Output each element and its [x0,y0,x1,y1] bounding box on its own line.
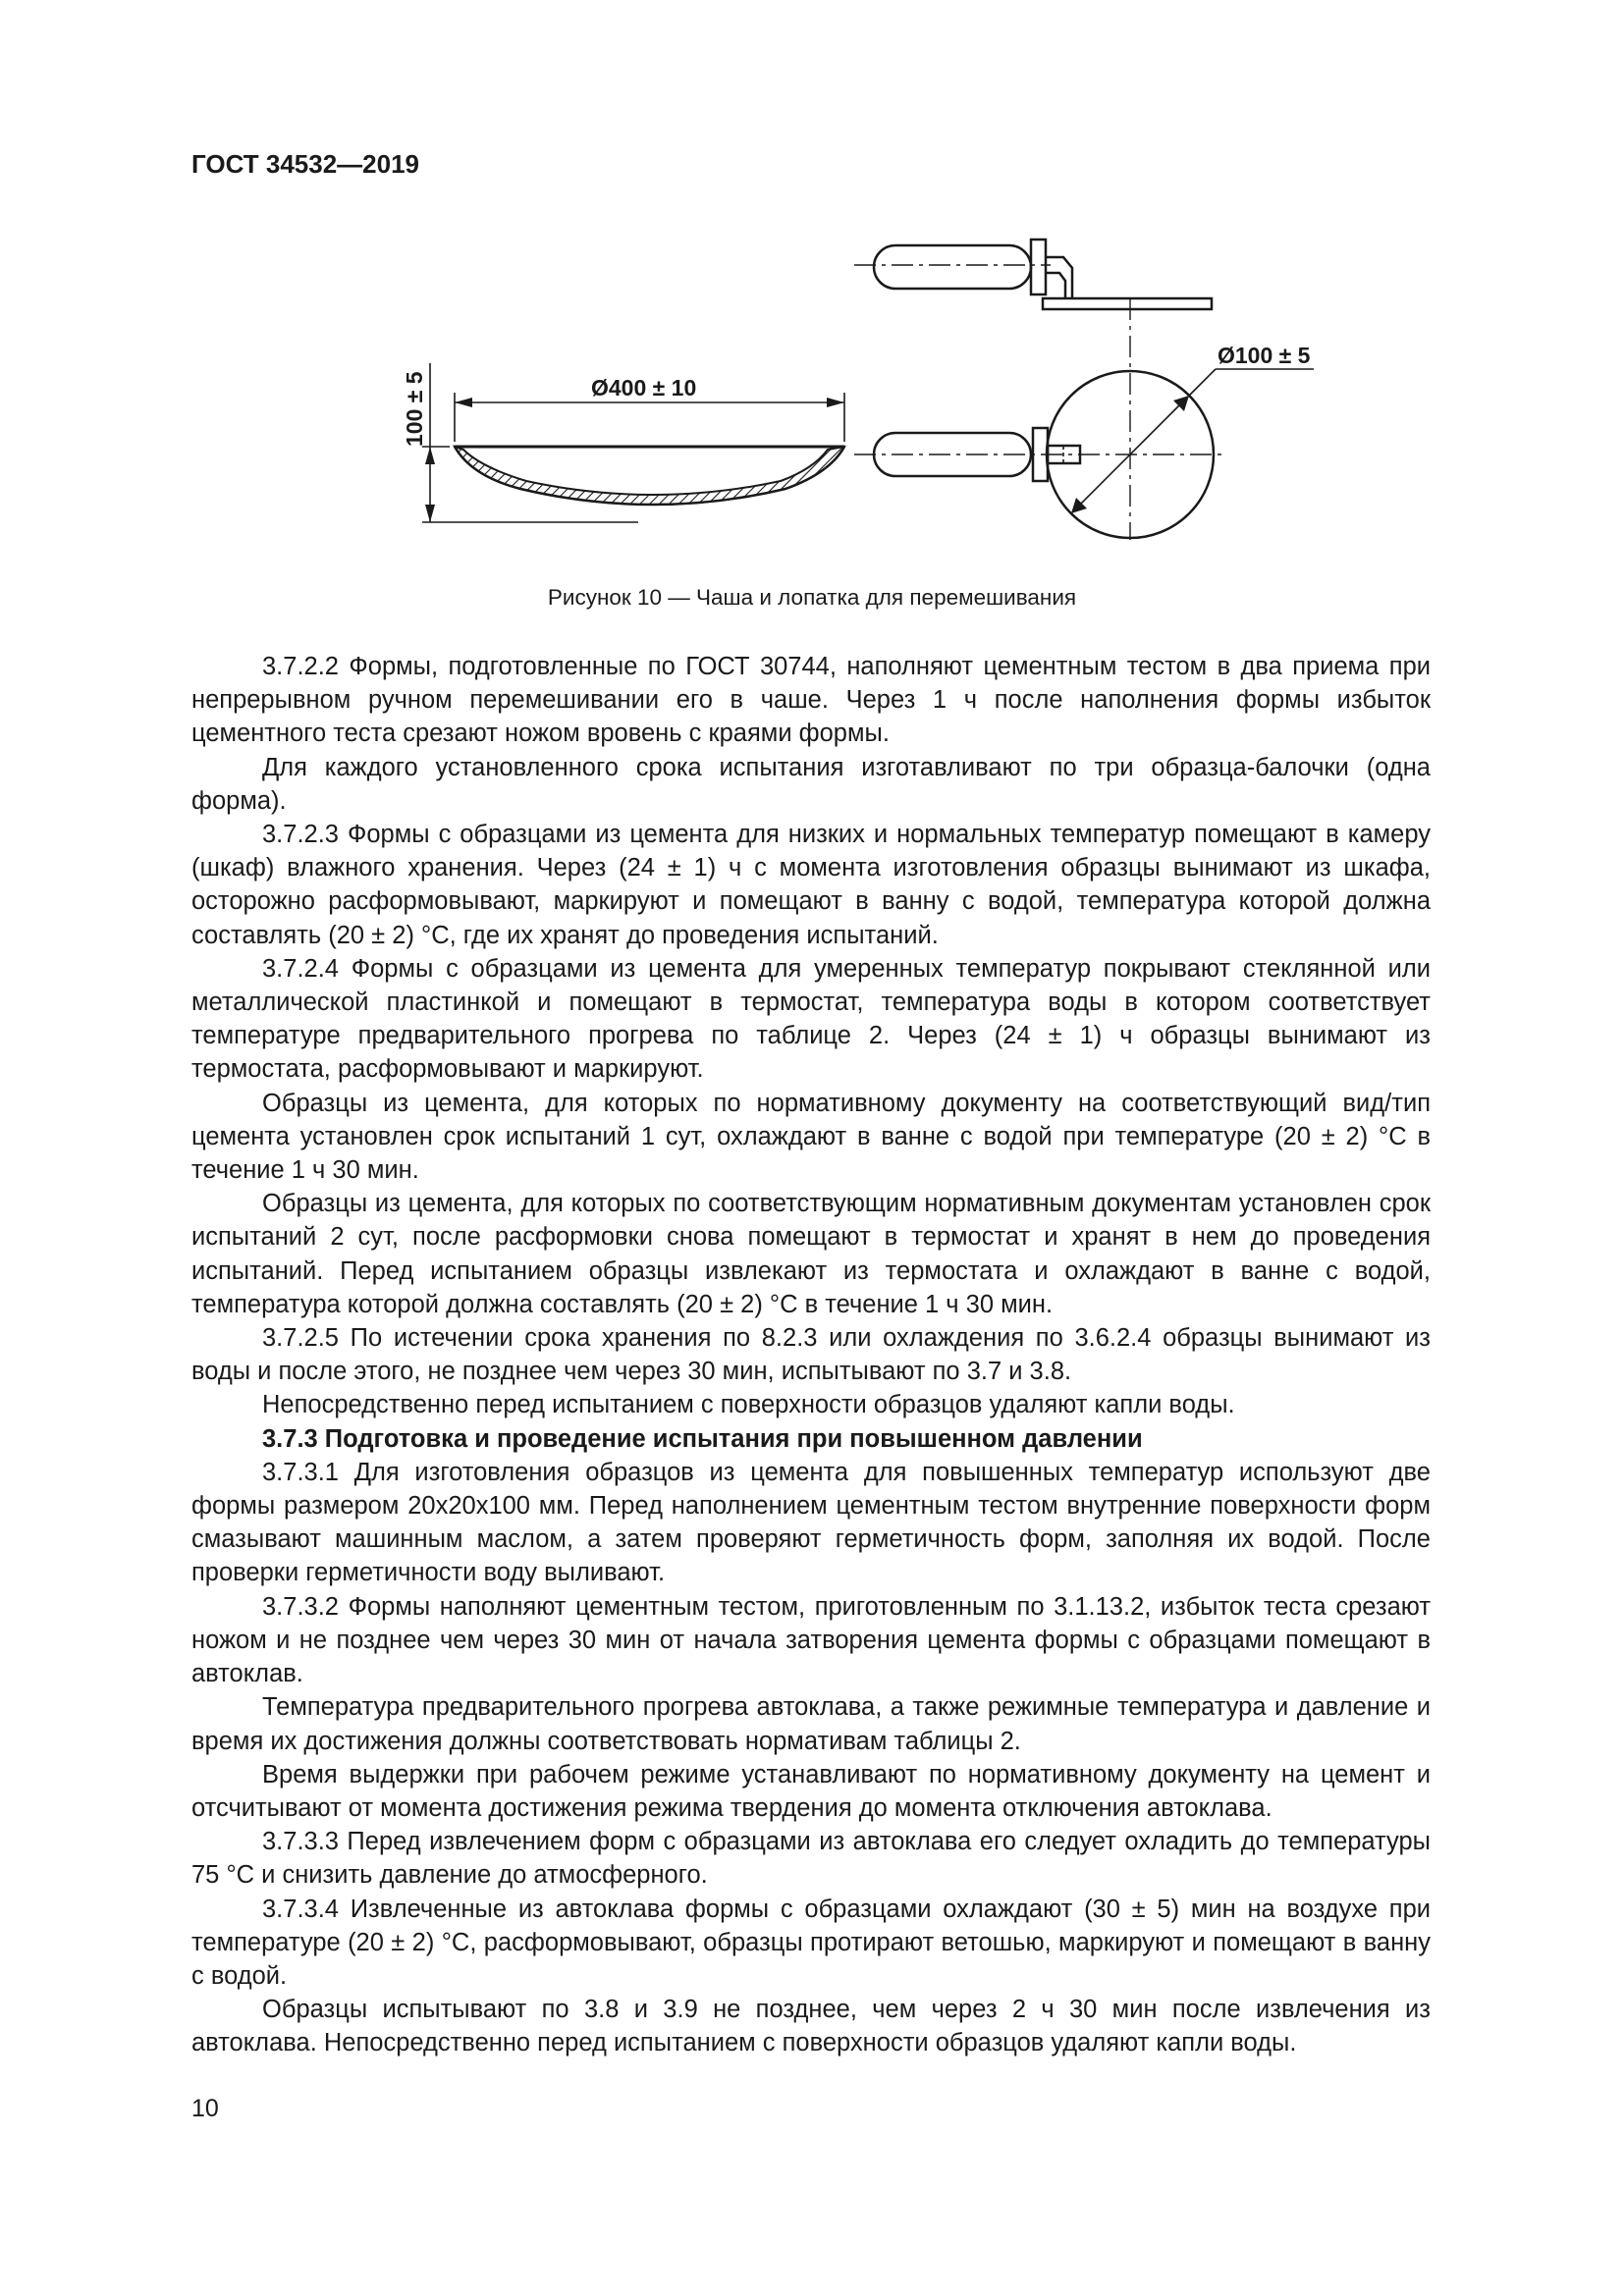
paddle-diameter-dimension [1071,369,1314,513]
paragraph: Температура предварительного прогрева автоклава, а также режимные температура и давление и время их достижения должны соответствовать нормативам таблицы 2. [191,1693,1431,1755]
page-number: 10 [191,2095,219,2122]
paragraph-3-7-2-4: 3.7.2.4 Формы с образцами из цемента для умеренных температур покрывают стеклянной или металлической пластинкой и помещают в термостат, температура воды в котором соответствует температуре предварительного прогрева по таблице 2. Через (24 ± 1) ч образцы вынимают из термостата, расформовывают и маркируют. [191,954,1431,1084]
paragraph: Образцы из цемента, для которых по соответствующим нормативным документам установлен срок испытаний 2 сут, после расформовки снова помещают в термостат и хранят в нем до проведения испытаний. Перед испытанием образцы извлекают из термостата и охлаждают в ванне с водой, температура которой должна составлять (20 ± 2) °С в течение 1 ч 30 мин. [191,1190,1431,1318]
paragraph-3-7-2-2: 3.7.2.2 Формы, подготовленные по ГОСТ 30744, наполняют цементным тестом в два приема при непрерывном ручном перемешивании его в чаше. Через 1 ч после наполнения формы избыток цементного теста срезают ножом вровень с краями формы. [191,653,1431,748]
paragraph-3-7-3-1: 3.7.3.1 Для изготовления образцов из цемента для повышенных температур используют две формы размером 20х20х100 мм. Перед наполнением цементным тестом внутренние поверхности форм смазывают машинным маслом, а затем проверяют герметичность форм, заполняя их водой. После проверки герметичности воду выливают. [191,1458,1431,1587]
paragraph: Время выдержки при рабочем режиме устанавливают по нормативному документу на цемент и отсчитывают от момента достижения режима твердения до момента отключения автоклава. [191,1760,1431,1822]
paragraph-3-7-2-3: 3.7.2.3 Формы с образцами из цемента для низких и нормальных температур помещают в камеру (шкаф) влажного хранения. Через (24 ± 1) ч с момента изготовления образцы вынимают из шкафа, осторожно расформовывают, маркируют и помещают в ванну с водой, температура которой должна составлять (20 ± 2) °С, где их хранят до проведения испытаний. [191,821,1431,949]
paddle-top-view [854,240,1212,540]
figure-caption: Рисунок 10 — Чаша и лопатка для перемешивания [547,585,1077,610]
bowl-section [455,447,844,505]
figure-bowl-and-paddle [373,226,1316,540]
bowl-depth-label: 100 ± 5 [402,371,427,447]
paragraph: Для каждого установленного срока испытания изготавливают по три образца-балочки (одна форма). [191,753,1431,815]
paragraph-3-7-3-3: 3.7.3.3 Перед извлечением форм с образцами из автоклава его следует охладить до температуры 75 °С и снизить давление до атмосферного. [191,1828,1431,1890]
body-text [191,650,1431,2060]
document-header: ГОСТ 34532—2019 [191,149,419,179]
paragraph: Непосредственно перед испытанием с поверхности образцов удаляют капли воды. [262,1391,1235,1419]
paddle-diameter-label: Ø100 ± 5 [1218,343,1311,368]
paragraph-3-7-2-5: 3.7.2.5 По истечении срока хранения по 8.2.3 или охлаждения по 3.6.2.4 образцы вынимают из воды и после этого, не позднее чем через 30 мин, испытывают по 3.7 и 3.8. [191,1324,1431,1386]
paragraph-3-7-3-4: 3.7.3.4 Извлеченные из автоклава формы с образцами охлаждают (30 ± 5) мин на воздухе при температуре (20 ± 2) °С, расформовывают, образцы протирают ветошью, маркируют и помещают в ванну с водой. [191,1895,1431,1990]
figure-drawing [373,226,1316,540]
section-heading-3-7-3: 3.7.3 Подготовка и проведение испытания при повышенном давлении [262,1424,1143,1453]
bowl-diameter-label: Ø400 ± 10 [591,375,697,400]
paragraph: Образцы из цемента, для которых по нормативному документу на соответствующий вид/тип цемента установлен срок испытаний 1 сут, охлаждают в ванне с водой при температуре (20 ± 2) °С в течение 1 ч 30 мин. [191,1089,1431,1185]
paragraph: Образцы испытывают по 3.8 и 3.9 не позднее, чем через 2 ч 30 мин после извлечения из автоклава. Непосредственно перед испытанием с поверхности образцов удаляют капли воды. [191,1996,1431,2057]
paddle-front-view [854,371,1227,538]
paragraph-3-7-3-2: 3.7.3.2 Формы наполняют цементным тестом, приготовленным по 3.1.13.2, избыток теста срезают ножом и не позднее чем через 30 мин от начала затворения цемента формы с образцами помещают в автоклав. [191,1592,1431,1688]
